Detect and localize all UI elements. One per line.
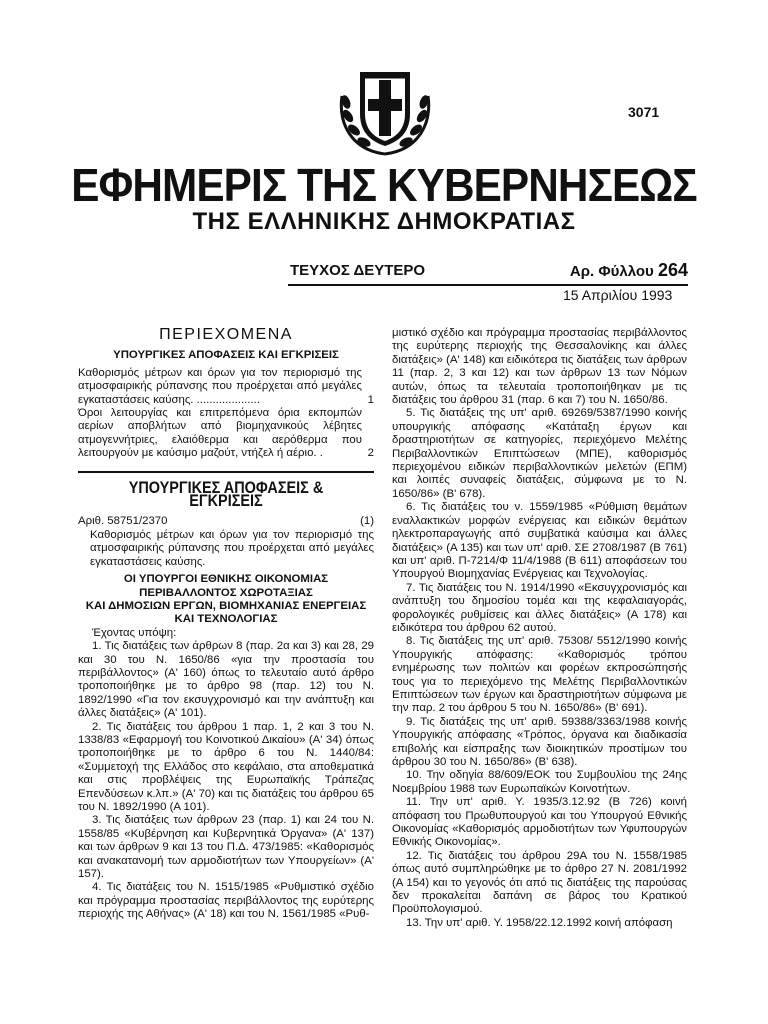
- paragraph: 2. Τις διατάξεις του άρθρου 1 παρ. 1, 2 και 3 του Ν. 1338/83 «Εφαρμογή του Κοινοτικού Δικαίου» (Α' 34) όπως τροποποιήθηκε με το άρθρο 6 του Ν. 1440/84: «Συμμετοχή της Ελλάδος στο κεφάλαιο, στα αποθεματικά και στις προβλέψεις της Ευρωπαϊκής Τράπεζας Επενδύσεων κ.λπ.» (Α' 70) και τις διατάξεις του άρθρου 65 του Ν. 1892/1990 (Α 101).: [78, 720, 374, 813]
- paragraph: 11. Την υπ' αριθ. Υ. 1935/3.12.92 (Β 726) κοινή απόφαση του Πρωθυπουργού και του Υπουργού Εθνικής Οικονομίας «Καθορισμός αρμοδιοτήτων των Υφυπουργών Εθνικής Οικονομίας».: [392, 796, 687, 849]
- left-column: [78, 328, 374, 922]
- sheet-number: 264: [657, 260, 688, 280]
- decree-number-row: [78, 515, 374, 528]
- gazette-subhead: ΤΗΣ ΕΛΛΗΝΙΚΗΣ ΔΗΜΟΚΡΑΤΙΑΣ: [192, 208, 576, 235]
- toc-item: [78, 367, 374, 407]
- decree-ref: (1): [360, 515, 374, 528]
- paragraph: 1. Τις διατάξεις των άρθρων 8 (παρ. 2α και 3) και 28, 29 και 30 του Ν. 1650/86 «για την προστασία του περιβάλλοντος» (Α' 160) όπως το τελευταίο αυτό άρθρο τροποποιήθηκε με το άρθρο 98 (παρ. 12) του Ν. 1892/1990 «Για τον εκσυγχρονισμό και την ανάπτυξη και άλλες διατάξεις» (Α' 101).: [78, 640, 374, 720]
- paragraph: 9. Τις διατάξεις της υπ' αριθ. 59388/3363/1988 κοινής Υπουργικής απόφασης «Τρόπος, όργανα και διαδικασία επιβολής και είσπραξης των διοικητικών προστίμων του άρθρου 30 του Ν. 1650/86» (Β' 638).: [392, 715, 687, 768]
- sheet-info: [570, 260, 688, 281]
- paragraph: 12. Τις διατάξεις του άρθρου 29Α του Ν. 1558/1985 όπως αυτό συμπληρώθηκε με το άρθρο 27 Ν. 2081/1992 (Α 154) και το γεγονός ότι από τις διατάξεις της παρούσας δεν προκαλείται δαπάνη σε βάρος του Κρατικού Προϋπολογισμού.: [392, 849, 687, 916]
- decree-number: Αριθ. 58751/2370: [78, 515, 168, 528]
- paragraph: 7. Τις διατάξεις του Ν. 1914/1990 «Εκσυγχρονισμός και ανάπτυξη του δημοσίου τομέα και της κεφαλαιαγοράς, φορολογικές ρυθμίσεις και άλλες διατάξεις» (Α 178) και ειδικότερα του άρθρου 62 αυτού.: [392, 581, 687, 634]
- section-title: ΥΠΟΥΡΓΙΚΕΣ ΑΠΟΦΑΣΕΙΣ & ΕΓΚΡΙΣΕΙΣ: [128, 477, 324, 511]
- coat-of-arms-emblem: [332, 58, 438, 158]
- paragraph: 6. Τις διατάξεις του ν. 1559/1985 «Ρύθμιση θεμάτων εναλλακτικών μορφών ενέργειας και ειδικών θεμάτων ηλεκτροπαραγωγής από συμβατικά καύσιμα και άλλες διατάξεις» (Α 135) και των υπ' αριθ. ΣΕ 2708/1987 (Β 761) και υπ' αριθ. Π-7214/Φ 11/4/1988 (Β 611) αποφάσεων του Υπουργού Βιομηχανίας Ενέργειας και Τεχνολογίας.: [392, 501, 687, 581]
- ministers-line: ΟΙ ΥΠΟΥΡΓΟΙ ΕΘΝΙΚΗΣ ΟΙΚΟΝΟΜΙΑΣ: [123, 573, 329, 586]
- toc-item-page: 2: [367, 447, 374, 460]
- toc-item-text: Καθορισμός μέτρων και όρων για τον περιορισμό της ατμοσφαιρικής ρύπανσης που προέρχεται από μεγάλες εγκαταστάσεις καύσης. ....................: [78, 366, 362, 406]
- right-column: [392, 327, 687, 930]
- paragraph: 3. Τις διατάξεις των άρθρων 23 (παρ. 1) και 24 του Ν. 1558/85 «Κυβέρνηση και Κυβερνητικά Όργανα» (Α' 137) και των άρθρων 9 και 13 του Π.Δ. 473/1985: «Καθορισμός και ανακατανομή των αρμοδιοτήτων των Υπουργείων» (Α' 157).: [78, 814, 374, 881]
- paragraph: 13. Την υπ' αριθ. Υ. 1958/22.12.1992 κοινή απόφαση: [406, 916, 673, 929]
- decree-subject: Καθορισμός μέτρων και όρων για τον περιορισμό της ατμοσφαιρικής ρύπανσης που προέρχεται από μεγάλες εγκαταστάσεις καύσης.: [90, 528, 374, 568]
- toc-item: [78, 407, 374, 461]
- paragraph: 8. Τις διατάξεις της υπ' αριθ. 75308/ 5512/1990 κοινής Υπουργικής απόφασης: «Καθορισμός τρόπου ενημέρωσης των πολιτών και φορέων εκπροσώπησής τους για το περιεχόμενο της Μελέτης Περιβαλλοντικών Επιπτώσεων των έργων και δραστηριοτήτων σύμφωνα με την παρ. 2 του άρθρου 5 του Ν. 1650/86» (Β' 691).: [392, 635, 687, 715]
- paragraph: 4. Τις διατάξεις του Ν. 1515/1985 «Ρυθμιστικό σχέδιο και πρόγραμμα προστασίας περιβάλλοντος της ευρύτερης περιοχής της Αθήνας» (Α' 18) και του Ν. 1561/1985 «Ρυθ-: [78, 881, 374, 921]
- gazette-masthead: ΕΦΗΜΕΡΙΣ ΤΗΣ ΚΥΒΕΡΝΗΣΕΩΣ: [71, 159, 697, 211]
- ministers-line: ΚΑΙ ΤΕΧΝΟΛΟΓΙΑΣ: [174, 613, 278, 626]
- page-number: 3071: [628, 104, 660, 120]
- toc-item-text: Όροι λειτουργίας και επιτρεπόμενα όρια εκπομπών αερίων αποβλήτων από βιομηχανικούς λέβητες ατμογεννήτριες, ελαιόθερμα και αερόθερμα που λειτουργούν με καύσιμο μαζούτ, ντήζελ ή αέριο. .: [78, 407, 362, 460]
- intro-line: Έχοντας υπόψη:: [92, 626, 177, 639]
- issue-series: ΤΕΥΧΟΣ ΔΕΥΤΕΡΟ: [290, 262, 426, 279]
- paragraph: 5. Τις διατάξεις της υπ' αριθ. 69269/5387/1990 κοινής υπουργικής απόφασης «Κατάταξη έργων και δραστηριοτήτων σε κατηγορίες, περιεχόμενο Μελέτης Περιβαλλοντικών Επιπτώσεων (ΜΠΕ), καθορισμός περιεχομένου ειδικών περιβαλλοντικών μελετών (ΕΠΜ) και λοιπές συναφείς διατάξεις, σύμφωνα με το Ν. 1650/86» (Β' 678).: [392, 407, 687, 500]
- section-rule: [78, 471, 374, 473]
- paragraph: 10. Την οδηγία 88/609/ΕΟΚ του Συμβουλίου της 24ης Νοεμβρίου 1988 των Ευρωπαϊκών Κοινοτήτων.: [392, 769, 687, 795]
- issue-date: 15 Απριλίου 1993: [563, 287, 673, 303]
- toc-item-page: 1: [367, 393, 374, 406]
- sheet-label: Αρ. Φύλλου: [569, 263, 654, 280]
- header-rule: [288, 284, 688, 286]
- ministers-line: ΚΑΙ ΔΗΜΟΣΙΩΝ ΕΡΓΩΝ, ΒΙΟΜΗΧΑΝΙΑΣ ΕΝΕΡΓΕΙΑΣ: [85, 599, 367, 612]
- ministers-line: ΠΕΡΙΒΑΛΛΟΝΤΟΣ ΧΩΡΟΤΑΞΙΑΣ: [139, 586, 313, 599]
- toc-title: ΠΕΡΙΕΧΟΜΕΝΑ: [159, 326, 293, 343]
- toc-heading: ΥΠΟΥΡΓΙΚΕΣ ΑΠΟΦΑΣΕΙΣ ΚΑΙ ΕΓΚΡΙΣΕΙΣ: [113, 349, 339, 362]
- paragraph: μιστικό σχέδιο και πρόγραμμα προστασίας περιβάλλοντος της ευρύτερης περιοχής της Θεσσαλονίκης και άλλες διατάξεις» (Α' 148) και ειδικότερα τις διατάξεις των άρθρων 11 (παρ. 2, 3 και 12) και των άρθρων 13 των Νόμων αυτών, όπως τα τελευταία τροποποιήθηκαν με τις διατάξεις του άρθρου 31 (παρ. 6 και 7) του Ν. 1650/86.: [392, 327, 687, 407]
